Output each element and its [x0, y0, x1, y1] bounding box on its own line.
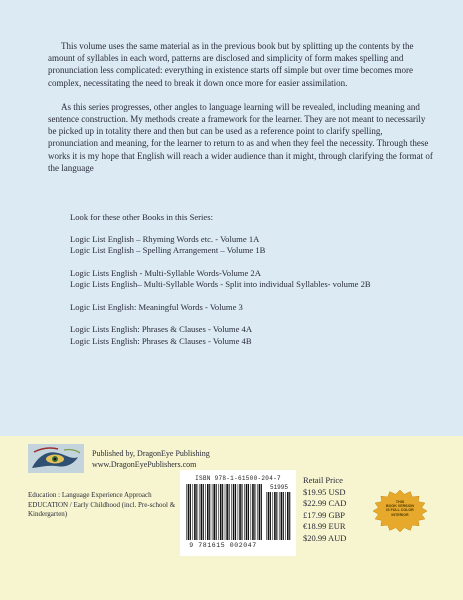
barcode-bar — [274, 492, 276, 540]
barcode-addon-number: 51995 — [269, 484, 288, 491]
barcode-bar — [241, 484, 242, 540]
barcode-bar — [244, 484, 245, 540]
barcode-bar — [205, 484, 206, 540]
barcode-bar — [212, 484, 213, 540]
price-eur: €18.99 EUR — [303, 521, 346, 531]
barcode-bar — [279, 492, 280, 540]
series-group-volume-1 — [70, 234, 400, 257]
barcode-bar — [257, 484, 258, 540]
barcode-bar — [259, 484, 261, 540]
series-group-volume-3 — [70, 302, 400, 314]
barcode-bar — [207, 484, 209, 540]
barcode-bar — [239, 484, 241, 540]
barcode-bar — [272, 492, 273, 540]
price-aud: $20.99 AUD — [303, 532, 347, 543]
subject-category — [28, 491, 178, 520]
barcode-bar — [289, 492, 290, 540]
barcode-bar — [270, 492, 271, 540]
series-item-volume-2a: Logic Lists English - Multi-Syllable Words-Volume 2A — [70, 267, 261, 278]
dragoneye-logo — [28, 444, 84, 473]
full-color-badge — [372, 489, 428, 533]
barcode-bar — [196, 484, 197, 540]
barcode-bar — [231, 484, 232, 540]
isbn-barcode — [180, 470, 296, 556]
barcode-bar — [287, 492, 289, 540]
series-list — [70, 212, 400, 358]
barcode-bar — [285, 492, 286, 540]
series-item-volume-1b: Logic List English – Spelling Arrangement – Volume 1B — [70, 245, 266, 255]
barcode-bar — [235, 484, 236, 540]
category-line-2: EDUCATION / Early Childhood (incl. Pre-school & Kindergarten) — [28, 500, 176, 518]
price-cad: $22.99 CAD — [303, 498, 347, 508]
series-item-volume-2b: Logic Lists English– Multi-Syllable Words - Split into individual Syllables- volume 2B — [70, 279, 371, 289]
series-list-heading: Look for these other Books in this Series: — [70, 212, 213, 222]
ean-barcode-bars — [186, 484, 262, 540]
barcode-bar — [199, 484, 200, 540]
isbn-label: ISBN 978-1-61500-204-7 — [195, 475, 281, 482]
barcode-bar — [220, 484, 222, 540]
barcode-bar — [266, 492, 267, 540]
category-line-1: Education : Language Experience Approach — [28, 491, 152, 499]
retail-price-heading: Retail Price — [303, 475, 343, 485]
barcode-bar — [192, 484, 193, 540]
barcode-bar — [283, 492, 284, 540]
price-usd: $19.95 USD — [303, 486, 346, 497]
barcode-bar — [190, 484, 191, 540]
barcode-bar — [238, 484, 239, 540]
barcode-bar — [226, 484, 228, 540]
barcode-bar — [229, 484, 230, 540]
barcode-bar — [186, 484, 187, 540]
barcode-bar — [188, 484, 190, 540]
series-item-volume-1a: Logic List English – Rhyming Words etc. - Volume 1A — [70, 233, 260, 244]
series-group-volume-4 — [70, 324, 400, 347]
barcode-bar — [254, 484, 255, 540]
barcode-bar — [209, 484, 210, 540]
barcode-bar — [203, 484, 204, 540]
description-paragraph-1: This volume uses the same material as in the previous book but by splitting up the contents by the amount of syllables in each word, patterns are disclosed and simplicity of form makes spelling and pronunciation less complicated: everything in existence starts off simple but over time becomes more complex, necessitating the need to break it down once more for easier assimilation. — [48, 41, 414, 88]
barcode-bar — [251, 484, 252, 540]
badge-line-4: INTERIOR — [391, 512, 409, 517]
series-item-volume-3: Logic List English: Meaningful Words - Volume 3 — [70, 301, 243, 312]
publisher-name: Published by, DragonEye Publishing — [92, 449, 210, 458]
barcode-bar — [222, 484, 223, 540]
barcode-bar — [248, 484, 249, 540]
barcode-bar — [201, 484, 203, 540]
description-paragraph-2: As this series progresses, other angles to language learning will be revealed, including meaning and sentence construction. My methods create a framework for the learner. They are not meant to necessarily be picked up in totality there and then but can be used as a reference point to clarify spelling, pronunciation and meaning, for the learner to return to as and when they feel the necessity. Through these works it is my hope that English will reach a wider audience than it might, through clarifying the format of the language — [48, 101, 433, 173]
barcode-bar — [252, 484, 254, 540]
barcode-bar — [218, 484, 219, 540]
retail-prices — [303, 475, 346, 544]
barcode-bar — [246, 484, 248, 540]
barcode-bar — [213, 484, 215, 540]
dragon-eye-logo-icon — [28, 444, 84, 473]
barcode-bar — [261, 484, 262, 540]
barcode-bar — [268, 492, 270, 540]
badge-line-2: BOOK VERSION — [386, 504, 414, 509]
barcode-bar — [225, 484, 226, 540]
barcode-bar — [281, 492, 283, 540]
barcode-bar — [216, 484, 217, 540]
barcode-bar — [276, 492, 277, 540]
barcode-digits: 9 781615 002047 — [189, 542, 257, 549]
series-item-volume-4a: Logic Lists English: Phrases & Clauses - Volume 4A — [70, 324, 253, 334]
back-cover-description — [48, 40, 433, 186]
series-group-volume-2 — [70, 268, 400, 291]
series-item-volume-4b: Logic Lists English: Phrases & Clauses - Volume 4B — [70, 335, 252, 346]
price-gbp: £17.99 GBP — [303, 509, 346, 520]
publisher-info — [92, 448, 210, 470]
badge-text — [372, 500, 428, 517]
addon-barcode-bars — [266, 492, 292, 540]
badge-line-1: THIS — [395, 500, 405, 504]
barcode-bar — [194, 484, 196, 540]
barcode-bar — [233, 484, 235, 540]
badge-line-3: IS FULL COLOR — [386, 508, 414, 513]
publisher-website: www.DragonEyePublishers.com — [92, 460, 197, 469]
